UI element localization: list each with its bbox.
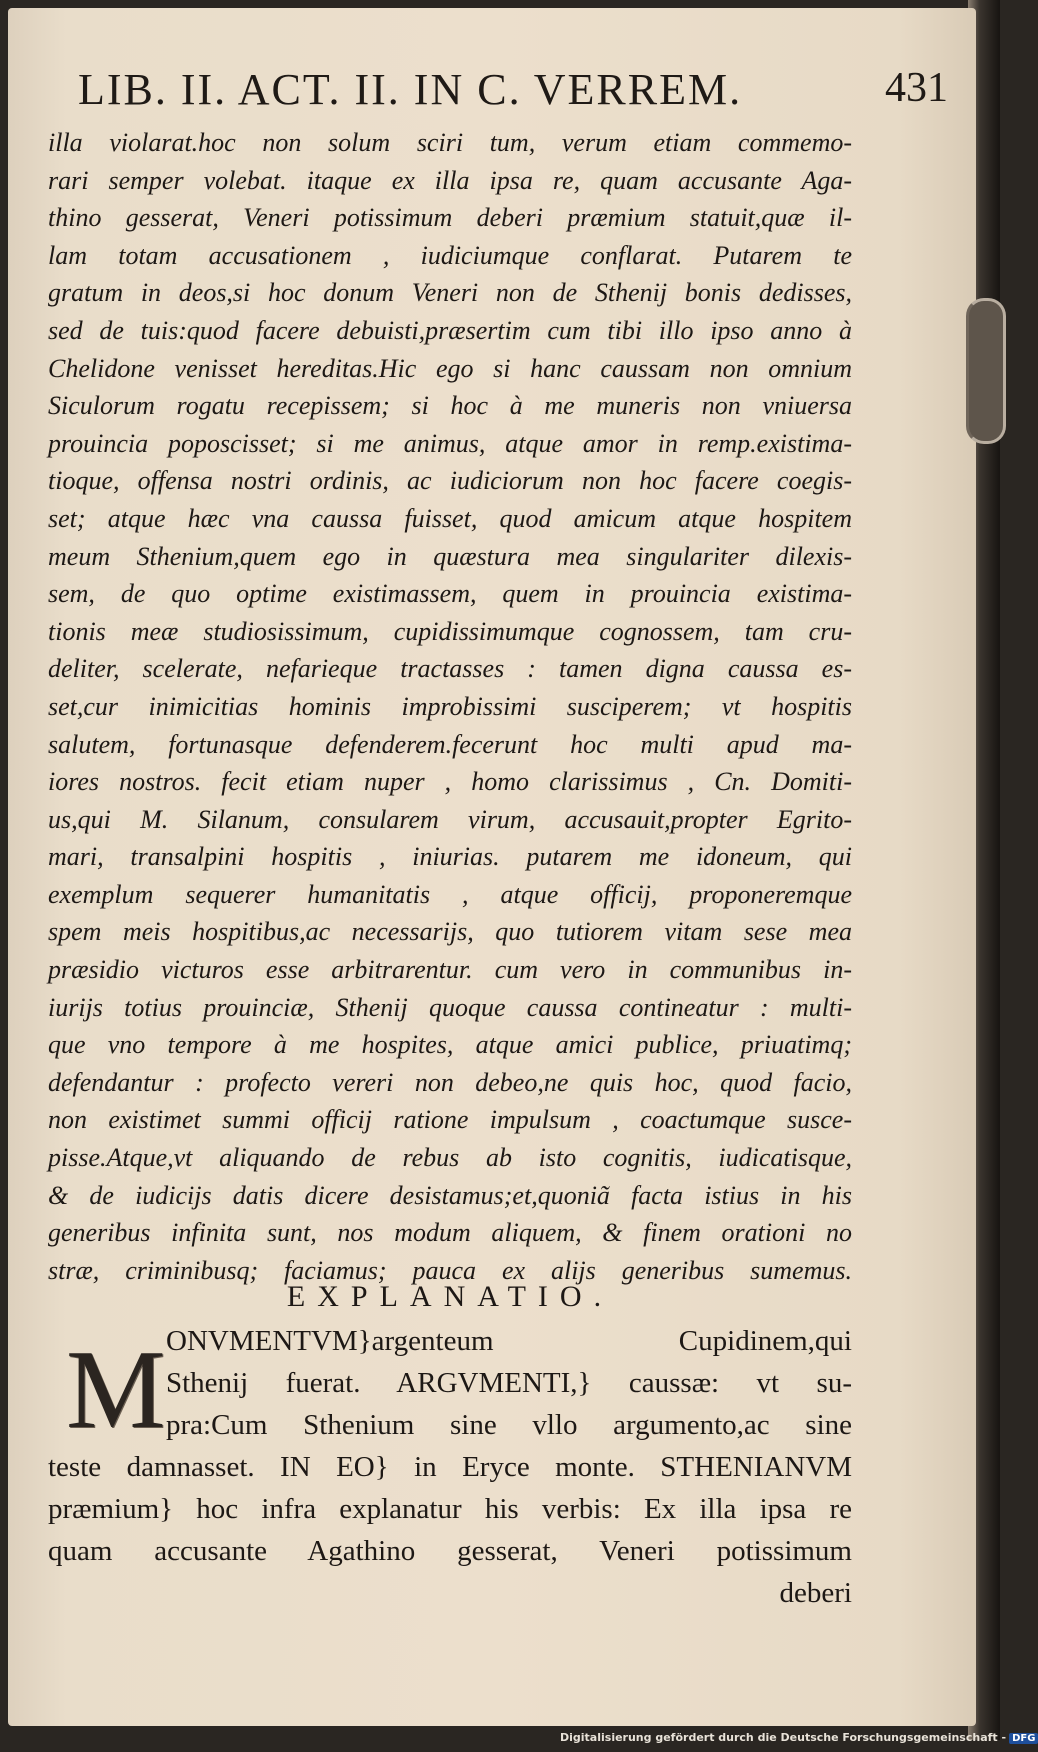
- explanatio-line: pra:Cum Sthenium sine vllo argumento,ac sine: [166, 1409, 852, 1441]
- text-line: mari, transalpini hospitis , iniurias. putarem me idoneum, qui: [48, 842, 852, 872]
- text-line: meum Sthenium,quem ego in quæstura mea singulariter dilexis-: [48, 541, 852, 571]
- text-line: us,qui M. Silanum, consularem virum, accusauit,propter Egrito-: [48, 804, 852, 834]
- text-line: tioque, offensa nostri ordinis, ac iudiciorum non hoc facere coegis-: [48, 466, 852, 496]
- explanatio-line: præmium} hoc infra explanatur his verbis: Ex illa ipsa re: [48, 1493, 852, 1525]
- text-line: lam totam accusationem , iudiciumque conflarat. Putarem te: [48, 240, 852, 270]
- text-line: salutem, fortunasque defenderem.fecerunt hoc multi apud ma-: [48, 729, 852, 759]
- digitization-credit: [560, 1731, 1036, 1744]
- text-line: non existimet summi officij ratione impulsum , coactumque susce-: [48, 1105, 852, 1135]
- text-line: sed de tuis:quod facere debuisti,præsertim cum tibi illo ipso anno à: [48, 315, 852, 345]
- text-line: que vno tempore à me hospites, atque amici publice, priuatimq;: [48, 1030, 852, 1060]
- credit-text: Digitalisierung gefördert durch die Deutsche Forschungsgemeinschaft -: [560, 1731, 1007, 1744]
- running-head-title: LIB. II. ACT. II. IN C. VERREM.: [78, 65, 743, 114]
- explanatio-line: ONVMENTVM}argenteum Cupidinem,qui: [166, 1325, 852, 1357]
- book-page: [8, 8, 976, 1726]
- text-line: pisse.Atque,vt aliquando de rebus ab isto cognitis, iudicatisque,: [48, 1143, 852, 1173]
- text-line: tionis meæ studiosissimum, cupidissimumque cognossem, tam cru-: [48, 616, 852, 646]
- decorated-initial: M: [66, 1328, 166, 1452]
- text-line: exemplum sequerer humanitatis , atque officij, proponeremque: [48, 879, 852, 909]
- text-line: spem meis hospitibus,ac necessarijs, quo tutiorem vitam sese mea: [48, 917, 852, 947]
- explanatio-catchword: deberi: [779, 1577, 852, 1609]
- main-text: [48, 124, 852, 1289]
- text-line: generibus infinita sunt, nos modum aliquem, & finem orationi no: [48, 1218, 852, 1248]
- explanatio-line: Sthenij fuerat. ARGVMENTI,} caussæ: vt su-: [166, 1367, 852, 1399]
- text-line: Chelidone venisset hereditas.Hic ego si hanc caussam non omnium: [48, 353, 852, 383]
- text-line: gratum in deos,si hoc donum Veneri non de Sthenij bonis dedisses,: [48, 278, 852, 308]
- text-line: illa violarat.hoc non solum sciri tum, verum etiam commemo-: [48, 128, 852, 157]
- text-line: prouincia poposcisset; si me animus, atque amor in remp.existima-: [48, 428, 852, 458]
- text-line: & de iudicijs datis dicere desistamus;et,quoniã facta istius in his: [48, 1180, 852, 1210]
- explanatio-line: quam accusante Agathino gesserat, Veneri potissimum: [48, 1535, 852, 1567]
- text-line: sem, de quo optime existimassem, quem in prouincia existima-: [48, 579, 852, 609]
- page-number: 431: [885, 65, 948, 111]
- dfg-logo: DFG: [1009, 1733, 1038, 1744]
- text-line: set,cur inimicitias hominis improbissimi susciperem; vt hospitis: [48, 691, 852, 721]
- explanatio-line: teste damnasset. IN EO} in Eryce monte. STHENIANVM: [48, 1451, 852, 1483]
- text-line: stræ, criminibusq; faciamus; pauca ex alijs generibus sumemus.: [48, 1255, 852, 1285]
- text-line: set; atque hæc vna caussa fuisset, quod amicum atque hospitem: [48, 503, 852, 533]
- text-line: Siculorum rogatu recepissem; si hoc à me muneris non vniuersa: [48, 391, 852, 421]
- text-line: iurijs totius prouinciæ, Sthenij quoque caussa contineatur : multi-: [48, 992, 852, 1022]
- text-line: præsidio victuros esse arbitrarentur. cum vero in communibus in-: [48, 955, 852, 985]
- text-line: defendantur : profecto vereri non debeo,ne quis hoc, quod facio,: [48, 1067, 852, 1097]
- text-line: deliter, scelerate, nefarieque tractasses : tamen digna caussa es-: [48, 654, 852, 684]
- explanatio-text: [48, 1320, 852, 1614]
- section-heading: EXPLANATIO.: [286, 1280, 614, 1313]
- explanatio-block: [48, 1320, 852, 1740]
- page-tab-marker: [966, 298, 1006, 444]
- text-line: rari semper volebat. itaque ex illa ipsa re, quam accusante Aga-: [48, 165, 852, 195]
- text-line: iores nostros. fecit etiam nuper , homo clarissimus , Cn. Domiti-: [48, 767, 852, 797]
- running-head: [68, 58, 948, 118]
- text-line: thino gesserat, Veneri potissimum deberi præmium statuit,quæ il-: [48, 203, 852, 233]
